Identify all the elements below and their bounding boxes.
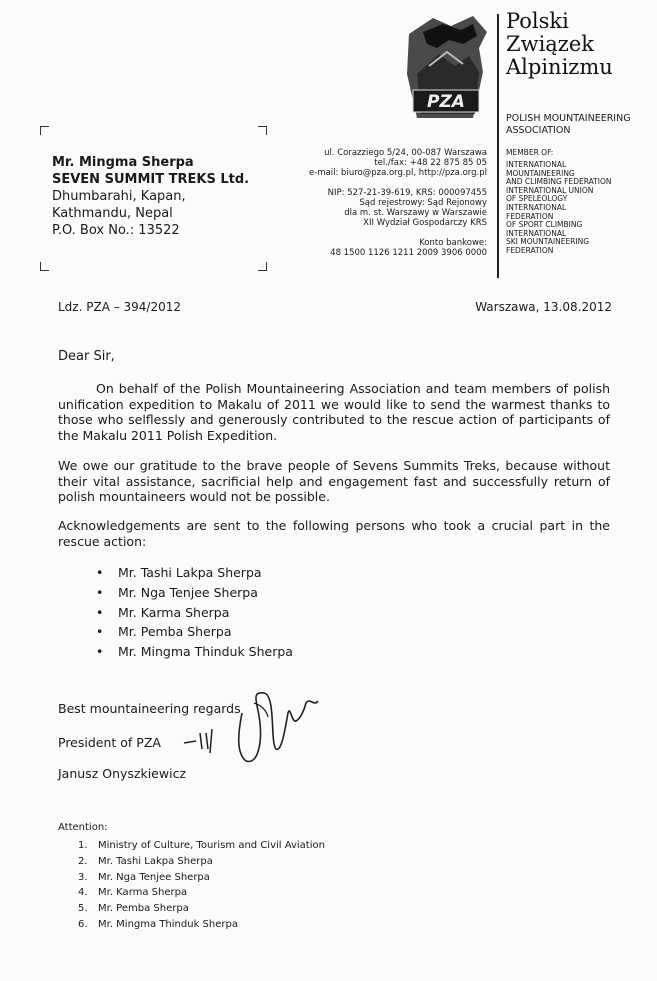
list-item: 2. Mr. Tashi Lakpa Sherpa [78, 855, 213, 867]
org-name [506, 10, 656, 79]
list-item: • Mr. Karma Sherpa [96, 603, 293, 623]
logo-text: PZA [427, 92, 465, 112]
paragraph-1: On behalf of the Polish Mountaineering Association and team members of polish unification expedition to Makalu of 2011 we would like to send the warmest thanks to those who selflessly and generously contributed to the rescue action of participants of the Makalu 2011 Polish Expedition. [58, 381, 610, 443]
list-item: 6. Mr. Mingma Thinduk Sherpa [78, 918, 238, 930]
federation-item: INTERNATIONAL MOUNTAINEERING AND CLIMBING FEDERATION [506, 160, 612, 187]
org-name-line: Polski [506, 9, 569, 33]
signatory-name: Janusz Onyszkiewicz [58, 766, 187, 781]
paragraph-3: Acknowledgements are sent to the following persons who took a crucial part in the rescue action: [58, 518, 610, 549]
list-item: • Mr. Nga Tenjee Sherpa [96, 583, 293, 603]
signature [180, 683, 330, 768]
federation-item: INTERNATIONAL UNION OF SPELEOLOGY [506, 185, 594, 204]
federation-item: INTERNATIONAL FEDERATION OF SPORT CLIMBING [506, 202, 583, 230]
contact-nip: NIP: 527-21-39-619, KRS: 000097455 [327, 188, 487, 198]
org-english-line: POLISH MOUNTAINEERING [506, 113, 631, 124]
list-item: • Mr. Mingma Thinduk Sherpa [96, 642, 293, 662]
letterhead-divider [497, 14, 499, 278]
contact-bank-number: 48 1500 1126 1211 2009 3906 0000 [330, 248, 487, 258]
persons-list [96, 563, 293, 662]
address-corner-mark [40, 262, 49, 271]
contact-court: dla m. st. Warszawy w Warszawie [344, 208, 487, 218]
org-english-name [506, 113, 656, 136]
recipient-name: Mr. Mingma Sherpa [52, 155, 194, 170]
address-corner-mark [40, 126, 49, 135]
org-english-line: ASSOCIATION [506, 124, 571, 136]
list-item: 5. Mr. Pemba Sherpa [78, 903, 189, 915]
member-of-label: MEMBER OF: [506, 148, 554, 157]
recipient-line: Kathmandu, Nepal [52, 206, 173, 221]
recipient-company: SEVEN SUMMIT TREKS Ltd. [52, 172, 250, 187]
address-corner-mark [258, 126, 267, 135]
pza-logo-emblem [403, 14, 489, 126]
contact-address: ul. Corazziego 5/24, 00-087 Warszawa [324, 148, 487, 158]
letter-date: Warszawa, 13.08.2012 [475, 300, 612, 314]
paragraph-2: We owe our gratitude to the brave people of Sevens Summits Treks, because without their vital assistance, sacrificial help and engagement fast and successfully return of polish mountaineers would not be possible. [58, 458, 610, 504]
recipient-address [52, 154, 249, 239]
recipient-line: Dhumbarahi, Kapan, [52, 189, 186, 204]
reference-number: Ldz. PZA – 394/2012 [58, 300, 182, 314]
attention-title: Attention: [58, 822, 108, 833]
contact-block [247, 148, 487, 258]
salutation: Dear Sir, [58, 349, 115, 364]
list-item: 1. Ministry of Culture, Tourism and Civil Aviation [78, 840, 325, 851]
closing-regards: Best mountaineering regards [58, 701, 241, 716]
federation-list [506, 161, 656, 256]
list-item: • Mr. Pemba Sherpa [96, 622, 293, 642]
contact-court: Sąd rejestrowy: Sąd Rejonowy [359, 198, 487, 208]
org-name-line: Związek [506, 32, 595, 56]
attention-list [78, 838, 325, 933]
closing-title: President of PZA [58, 735, 161, 750]
federation-item: INTERNATIONAL SKI MOUNTAINEERING FEDERATION [506, 228, 590, 255]
recipient-line: P.O. Box No.: 13522 [52, 223, 180, 238]
contact-bank-label: Konto bankowe: [419, 238, 487, 248]
list-item: • Mr. Tashi Lakpa Sherpa [96, 563, 293, 583]
contact-telfax: tel./fax: +48 22 875 85 05 [374, 158, 487, 168]
list-item: 3. Mr. Nga Tenjee Sherpa [78, 871, 210, 883]
contact-email: e-mail: biuro@pza.org.pl, http://pza.org.pl [308, 168, 487, 178]
handwritten-signature [180, 683, 330, 768]
contact-court: XII Wydział Gospodarczy KRS [363, 218, 487, 228]
address-corner-mark [258, 262, 267, 271]
list-item: 4. Mr. Karma Sherpa [78, 887, 188, 899]
org-name-line: Alpinizmu [506, 55, 613, 79]
pza-logo [403, 14, 489, 126]
